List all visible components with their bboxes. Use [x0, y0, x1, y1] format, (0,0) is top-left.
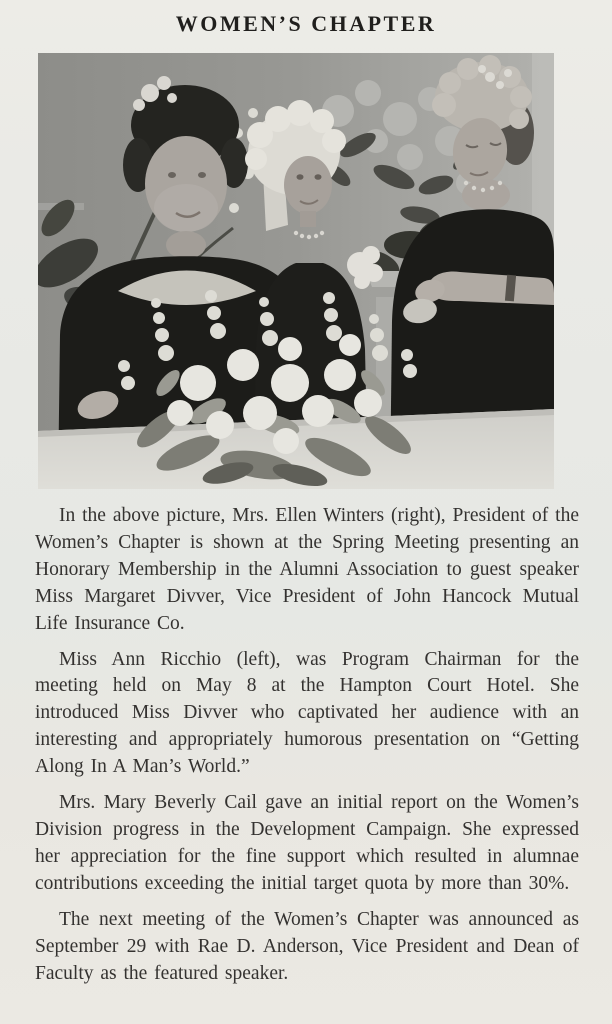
article-body	[35, 503, 579, 996]
group-photo-illustration	[38, 53, 554, 489]
page-title: WOMEN’S CHAPTER	[175, 11, 437, 36]
paragraph-1: In the above picture, Mrs. Ellen Winters (right), President of the Women’s Chapter is shown at the Spring Meeting presenting an Honorary Membership in the Alumni Association to guest speaker Miss Margaret Divver, Vice President of John Hancock Mutual Life Insurance Co.	[35, 505, 579, 634]
chapter-photo	[38, 53, 554, 489]
paragraph-3: Mrs. Mary Beverly Cail gave an initial report on the Women’s Division progress in the Development Campaign. She expressed her appreciation for the fine support which resulted in alumnae contributions exceeding the initial target quota by more than 30%.	[35, 792, 579, 894]
paragraph-4: The next meeting of the Women’s Chapter was announced as September 29 with Rae D. Anderson, Vice President and Dean of Faculty as the featured speaker.	[35, 908, 579, 984]
paragraph-2: Miss Ann Ricchio (left), was Program Chairman for the meeting held on May 8 at the Hampton Court Hotel. She introduced Miss Divver who captivated her audience with an interesting and appropriately humorous presentation on “Getting Along In A Man’s World.”	[35, 648, 579, 778]
